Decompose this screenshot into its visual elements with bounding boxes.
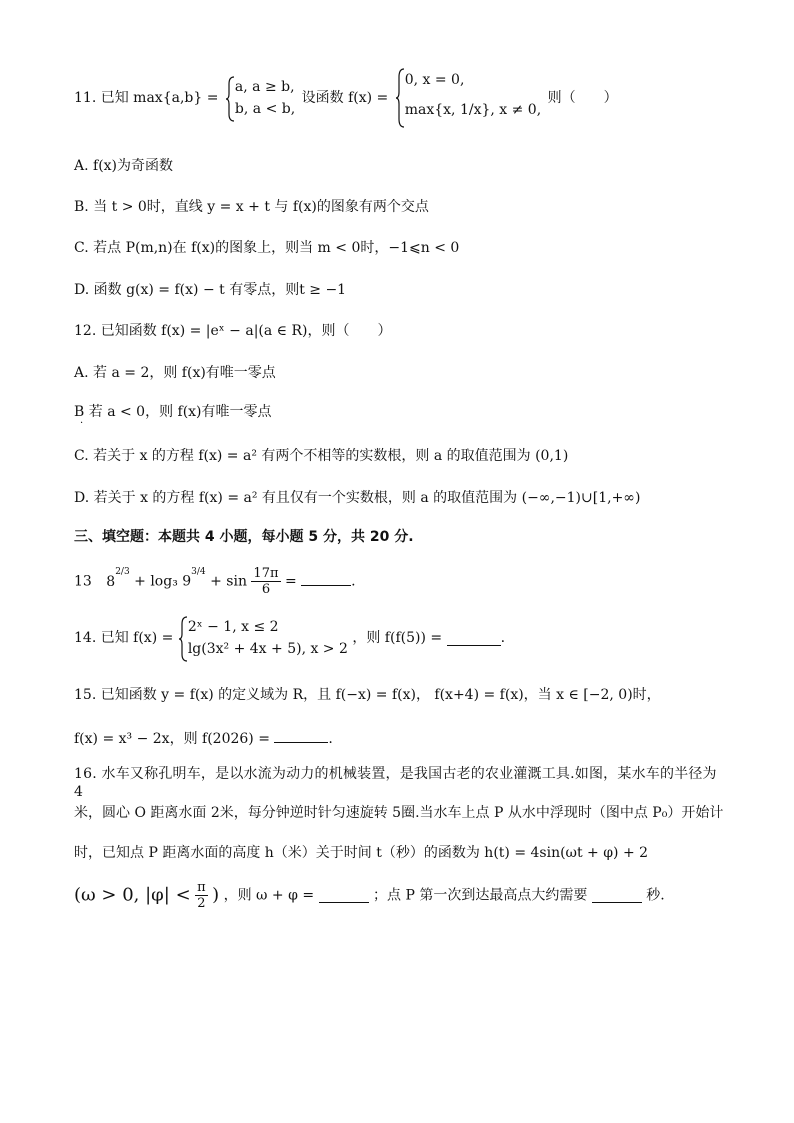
left-brace-icon	[225, 76, 235, 122]
question-11	[74, 68, 618, 136]
q11-max-case2: b, a < b,	[234, 101, 296, 117]
q16-cond-close: )	[212, 884, 220, 906]
q13-eq: =	[284, 573, 297, 590]
q14-case1: 2ˣ − 1, x ≤ 2	[187, 619, 279, 635]
q13-exp-b: 3/4	[191, 566, 206, 577]
q16-line3: 时，已知点 P 距离水面的高度 h（米）关于时间 t（秒）的函数为 h(t) = 4sin(ωt + φ) + 2	[74, 845, 649, 861]
q11-max-piecewise	[225, 76, 295, 120]
q16-frac-den: 2	[197, 896, 206, 911]
q13-fraction	[251, 566, 280, 597]
section-heading-fill-in: 三、填空题：本题共 4 小题，每小题 5 分，共 20 分.	[74, 529, 414, 545]
q12-option-b: B 若 a < 0，则 f(x)有唯一零点	[74, 404, 272, 420]
q11-f-case2: max{x, 1/x}, x ≠ 0,	[404, 102, 542, 118]
q14-prefix: 14. 已知 f(x) =	[74, 630, 174, 646]
q16-end: 秒.	[646, 887, 665, 904]
q13-exp-a: 2/3	[115, 566, 130, 577]
q11-mid: 设函数 f(x) =	[301, 90, 389, 106]
q12-option-c: C. 若关于 x 的方程 f(x) = a² 有两个不相等的实数根，则 a 的取值范围为 (0,1)	[74, 448, 569, 464]
q16-line2: 米，圆心 O 距离水面 2米，每分钟逆时针匀速旋转 5圈.当水车上点 P 从水中浮现时（图中点 P₀）开始计	[74, 805, 724, 821]
question-14	[74, 616, 505, 666]
q11-stem-prefix: 11. 已知	[74, 90, 129, 106]
q11-max-def: max{a,b} =	[133, 90, 219, 106]
q16-mid2: ；点 P 第一次到达最高点大约需要	[373, 887, 588, 904]
stray-dot: ·	[80, 418, 84, 429]
q14-end: .	[500, 630, 506, 646]
q11-option-d: D. 函数 g(x) = f(x) − t 有零点，则t ≥ −1	[74, 282, 347, 298]
q16-fraction	[195, 880, 208, 911]
q16-line1: 16. 水车又称孔明车，是以水流为动力的机械装置，是我国古老的农业灌溉工具.如图，某水车的半径为 4	[74, 766, 717, 800]
q14-answer-blank[interactable]	[447, 631, 501, 646]
q16-line4	[74, 880, 665, 922]
q11-f-case1: 0, x = 0,	[404, 72, 465, 88]
q13-base-a: 8	[106, 573, 116, 590]
q13-label: 13	[74, 573, 92, 590]
q15-line1: 15. 已知函数 y = f(x) 的定义域为 R，且 f(−x) = f(x)， f(x+4) = f(x)，当 x ∈ [−2, 0)时，	[74, 687, 661, 703]
q14-piecewise	[178, 616, 348, 660]
q16-answer-blank-2[interactable]	[592, 888, 642, 903]
q11-suffix: 则（ ）	[547, 90, 618, 106]
q12-option-a: A. 若 a = 2，则 f(x)有唯一零点	[74, 365, 276, 381]
q13-sin: + sin	[210, 573, 247, 590]
q14-case2: lg(3x² + 4x + 5), x > 2	[187, 641, 348, 657]
q16-answer-blank-1[interactable]	[319, 888, 369, 903]
q16-mid: ，则 ω + φ =	[223, 887, 315, 904]
q16-frac-num: π	[197, 880, 206, 895]
q13-frac-num: 17π	[253, 566, 279, 581]
q11-max-case1: a, a ≥ b,	[234, 79, 295, 95]
q13-log-term: + log₃ 9	[134, 573, 192, 590]
left-brace-icon	[395, 68, 405, 128]
q15-line2: f(x) = x³ − 2x，则 f(2026) =	[74, 731, 270, 747]
q13-end: .	[351, 573, 356, 590]
q11-option-c: C. 若点 P(m,n)在 f(x)的图象上，则当 m < 0时，−1⩽n < 0	[74, 240, 460, 256]
q11-f-piecewise	[395, 68, 541, 128]
q15-answer-blank[interactable]	[274, 728, 328, 743]
q12-option-d: D. 若关于 x 的方程 f(x) = a² 有且仅有一个实数根，则 a 的取值范围为 (−∞,−1)∪[1,+∞)	[74, 490, 641, 506]
q16-cond-open: (ω > 0, |φ| <	[74, 884, 191, 906]
q13-answer-blank[interactable]	[301, 571, 351, 586]
q12-stem: 12. 已知函数 f(x) = |eˣ − a|(a ∈ R)，则（ ）	[74, 323, 392, 339]
q15-end: .	[328, 731, 333, 747]
q15-line2-wrap	[74, 728, 333, 748]
q13-frac-den: 6	[261, 582, 271, 597]
question-13	[74, 566, 356, 600]
q14-mid: ，则 f(f(5)) =	[352, 630, 443, 646]
q11-option-b: B. 当 t > 0时，直线 y = x + t 与 f(x)的图象有两个交点	[74, 199, 429, 215]
left-brace-icon	[178, 616, 188, 662]
q11-option-a: A. f(x)为奇函数	[74, 158, 174, 174]
